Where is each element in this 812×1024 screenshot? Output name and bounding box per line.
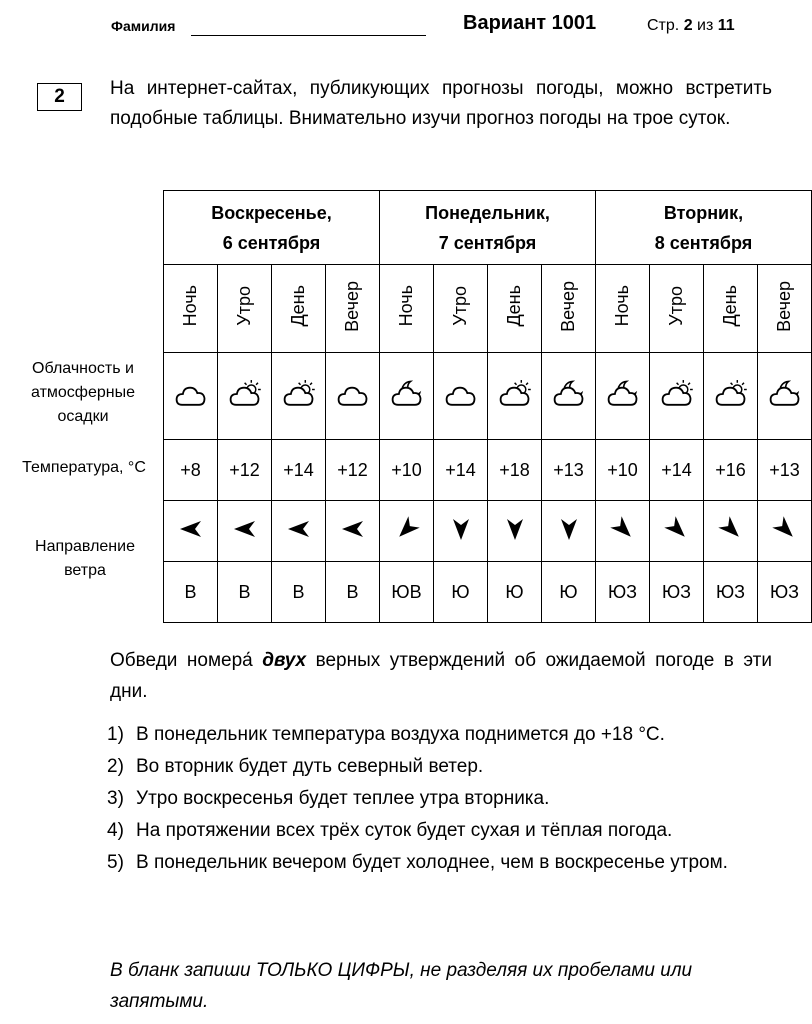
wind-arrow-cell [326, 501, 380, 562]
wind-arrow-cell [596, 501, 650, 562]
option-text: На протяжении всех трёх суток будет сухая и тёплая погода. [136, 820, 673, 841]
question-part1: Обведи номера́ [110, 650, 263, 671]
wind-arrow-row [164, 501, 812, 562]
wind-direction-cell: Ю [542, 562, 596, 623]
wind-arrow-icon [502, 516, 528, 542]
period-label: Вечер [558, 280, 578, 332]
temperature-cell: +14 [650, 440, 704, 501]
wind-direction-cell: В [218, 562, 272, 623]
row-label-temperature: Температура, °C [22, 459, 146, 476]
period-cell [704, 265, 758, 353]
cloudiness-cell [704, 353, 758, 440]
page-total: 11 [717, 17, 735, 34]
period-label: День [720, 285, 740, 327]
temperature-cell: +10 [596, 440, 650, 501]
instruction-text: В бланк запиши ТОЛЬКО ЦИФРЫ, не разделяя их пробелами или запятыми. [110, 960, 693, 1012]
option-item[interactable] [107, 784, 772, 814]
temperature-cell: +12 [326, 440, 380, 501]
temperature-cell: +14 [272, 440, 326, 501]
row-label-cloudiness: Облачность и атмосферные осадки [31, 360, 135, 425]
period-cell [326, 265, 380, 353]
period-cell [272, 265, 326, 353]
cloudiness-cell [380, 353, 434, 440]
day-date: 8 сентября [654, 232, 753, 253]
wind-arrow-cell [704, 501, 758, 562]
option-item[interactable] [107, 752, 772, 782]
period-cell [488, 265, 542, 353]
cloudiness-cell [434, 353, 488, 440]
period-cell [758, 265, 812, 353]
wind-arrow-icon [232, 516, 258, 542]
option-number: 1) [107, 724, 124, 745]
option-number: 2) [107, 756, 124, 777]
moon-cloud-icon [389, 377, 425, 411]
cloudiness-cell [488, 353, 542, 440]
question-part2: верных утверждений об ожидаемой погоде в эти дни. [110, 650, 772, 702]
period-cell [380, 265, 434, 353]
moon-cloud-icon [551, 377, 587, 411]
wind-arrow-cell [272, 501, 326, 562]
wind-arrow-cell [164, 501, 218, 562]
period-label: День [504, 285, 524, 327]
wind-direction-cell: Ю [488, 562, 542, 623]
temperature-cell: +16 [704, 440, 758, 501]
wind-arrow-icon [718, 516, 744, 542]
wind-direction-row [164, 562, 812, 623]
cloudiness-cell [758, 353, 812, 440]
option-text: Во вторник будет дуть северный ветер. [136, 756, 484, 777]
wind-arrow-icon [556, 516, 582, 542]
temperature-cell: +18 [488, 440, 542, 501]
page-sep: из [697, 17, 714, 34]
period-cell [542, 265, 596, 353]
question-emphasis: двух [262, 650, 307, 671]
period-label: Вечер [774, 280, 794, 332]
surname-label: Фамилия [111, 18, 176, 34]
question-text [110, 645, 772, 707]
temperature-row [164, 440, 812, 501]
wind-arrow-icon [610, 516, 636, 542]
page-info [647, 17, 735, 35]
option-item[interactable] [107, 816, 772, 846]
task-number-box: 2 [37, 83, 82, 111]
option-text: Утро воскресенья будет теплее утра вторника. [136, 788, 550, 809]
day-name: Понедельник, [425, 202, 550, 223]
wind-arrow-icon [394, 516, 420, 542]
wind-arrow-cell [542, 501, 596, 562]
surname-field-line[interactable] [191, 35, 426, 36]
period-cell [218, 265, 272, 353]
period-cell [164, 265, 218, 353]
wind-arrow-icon [286, 516, 312, 542]
cloudiness-cell [542, 353, 596, 440]
option-number: 4) [107, 820, 124, 841]
option-item[interactable] [107, 848, 772, 878]
temperature-cell: +14 [434, 440, 488, 501]
temperature-cell: +13 [542, 440, 596, 501]
page-current: 2 [683, 17, 693, 34]
task-intro: На интернет-сайтах, публикующих прогнозы погоды, можно встретить подобные таблицы. Внимательно изучи прогноз погоды на трое суток. [110, 78, 772, 129]
wind-direction-cell: ЮЗ [596, 562, 650, 623]
moon-cloud-icon [767, 377, 803, 411]
answer-options [107, 720, 772, 880]
wind-arrow-cell [218, 501, 272, 562]
cloudiness-cell [326, 353, 380, 440]
wind-arrow-icon [340, 516, 366, 542]
page-prefix: Стр. [647, 17, 680, 34]
day-date: 6 сентября [222, 232, 321, 253]
cloudiness-cell [650, 353, 704, 440]
cloudiness-row [164, 353, 812, 440]
day-date: 7 сентября [438, 232, 537, 253]
wind-direction-cell: ЮЗ [704, 562, 758, 623]
wind-arrow-cell [758, 501, 812, 562]
period-label: Утро [450, 286, 470, 326]
wind-direction-cell: ЮЗ [758, 562, 812, 623]
temperature-cell: +13 [758, 440, 812, 501]
day-name: Воскресенье, [211, 202, 332, 223]
variant-title: Вариант 1001 [463, 12, 597, 34]
period-label: Ночь [396, 285, 416, 327]
cloudiness-cell [272, 353, 326, 440]
wind-direction-cell: ЮВ [380, 562, 434, 623]
option-text: В понедельник вечером будет холоднее, чем в воскресенье утром. [136, 852, 728, 873]
period-label: Ночь [180, 285, 200, 327]
period-label: Ночь [612, 285, 632, 327]
period-label: День [288, 285, 308, 327]
wind-arrow-cell [650, 501, 704, 562]
cloud-icon [335, 377, 371, 411]
cloud-icon [173, 377, 209, 411]
sun-cloud-icon [659, 377, 695, 411]
wind-direction-cell: В [272, 562, 326, 623]
sun-cloud-icon [281, 377, 317, 411]
cloudiness-cell [218, 353, 272, 440]
option-text: В понедельник температура воздуха поднимется до +18 °C. [136, 724, 665, 745]
wind-direction-cell: Ю [434, 562, 488, 623]
option-number: 3) [107, 788, 124, 809]
forecast-table [163, 190, 812, 623]
wind-arrow-icon [448, 516, 474, 542]
period-cell [434, 265, 488, 353]
wind-direction-cell: В [164, 562, 218, 623]
period-label: Утро [666, 286, 686, 326]
option-number: 5) [107, 852, 124, 873]
period-cell [596, 265, 650, 353]
cloud-icon [443, 377, 479, 411]
temperature-cell: +10 [380, 440, 434, 501]
sun-cloud-icon [227, 377, 263, 411]
cloudiness-cell [596, 353, 650, 440]
period-cell [650, 265, 704, 353]
temperature-cell: +12 [218, 440, 272, 501]
wind-arrow-cell [434, 501, 488, 562]
day-name: Вторник, [663, 202, 744, 223]
days-row [164, 191, 812, 265]
wind-arrow-icon [772, 516, 798, 542]
day-header [596, 191, 812, 265]
day-header [380, 191, 596, 265]
wind-arrow-icon [178, 516, 204, 542]
wind-direction-cell: В [326, 562, 380, 623]
day-header [164, 191, 380, 265]
sun-cloud-icon [497, 377, 533, 411]
wind-arrow-cell [488, 501, 542, 562]
wind-arrow-cell [380, 501, 434, 562]
option-item[interactable] [107, 720, 772, 750]
wind-direction-cell: ЮЗ [650, 562, 704, 623]
temperature-cell: +8 [164, 440, 218, 501]
moon-cloud-icon [605, 377, 641, 411]
periods-row [164, 265, 812, 353]
sun-cloud-icon [713, 377, 749, 411]
wind-arrow-icon [664, 516, 690, 542]
period-label: Вечер [342, 280, 362, 332]
cloudiness-cell [164, 353, 218, 440]
page-header [0, 14, 812, 42]
row-label-wind: Направление ветра [35, 538, 135, 579]
period-label: Утро [234, 286, 254, 326]
